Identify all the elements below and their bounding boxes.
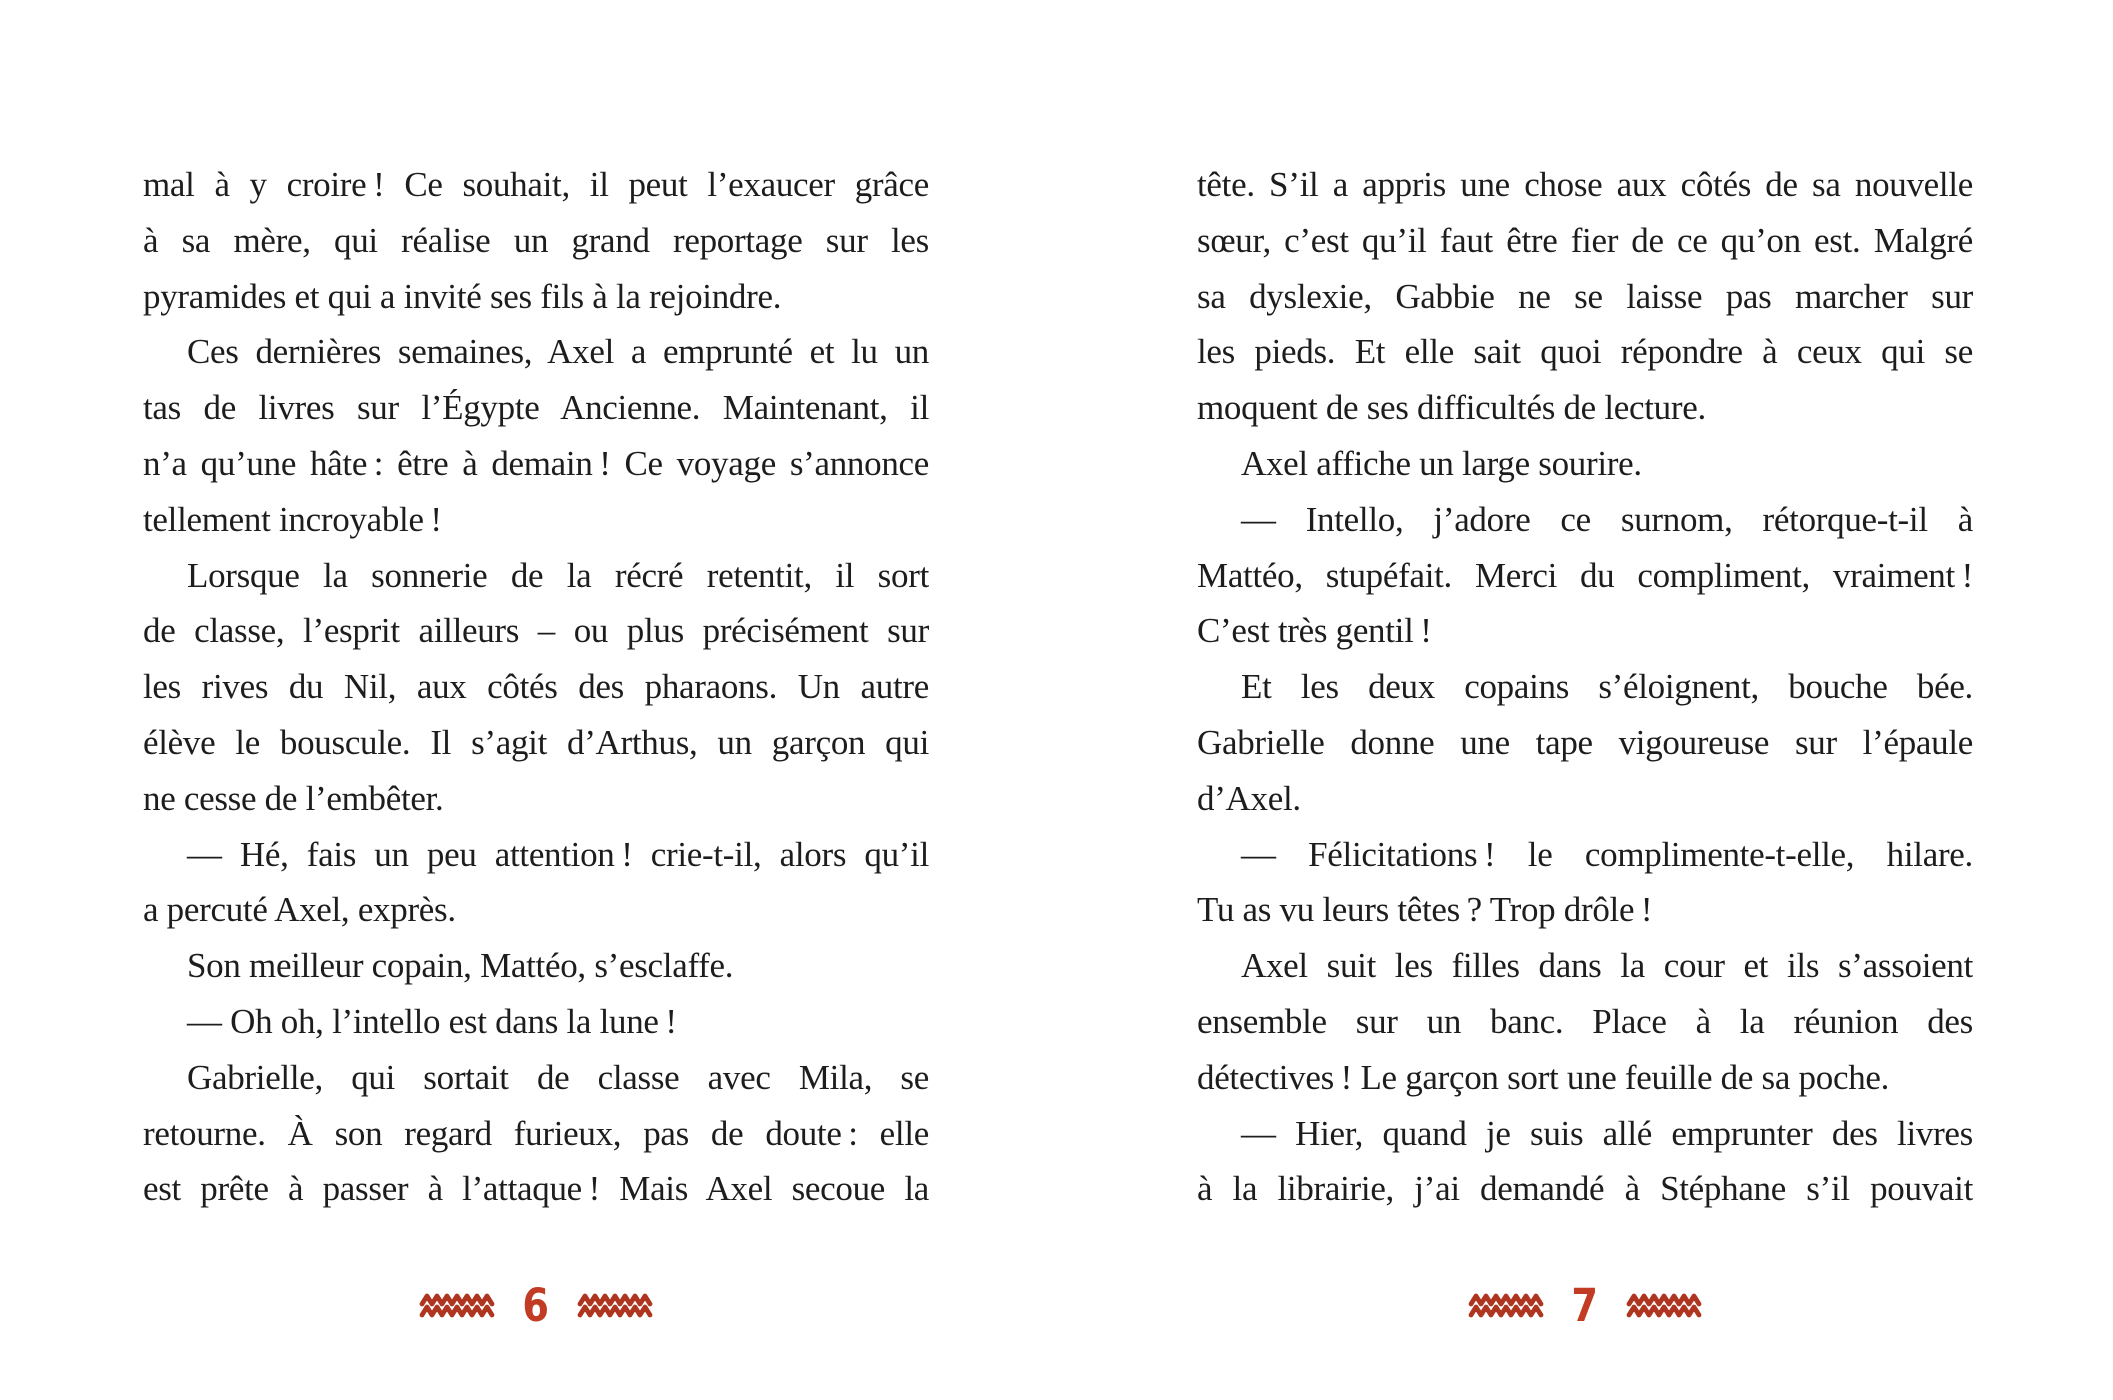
- text-line: Ces dernières semaines, Axel a emprunté et lu un: [187, 332, 929, 372]
- page-number: 6: [522, 1278, 550, 1332]
- text-line: — Félicitations ! le complimente-t-elle, hilare.: [1241, 834, 1973, 874]
- text-line: n’a qu’une hâte : être à demain ! Ce voyage s’annonce: [143, 443, 929, 483]
- text-line: Lorsque la sonnerie de la récré retentit, il sort: [187, 555, 929, 595]
- folio-right: [1197, 1278, 1973, 1332]
- text-line: — Hier, quand je suis allé emprunter des livres: [1241, 1113, 1973, 1153]
- text-line: élève le bouscule. Il s’agit d’Arthus, un garçon qui: [143, 722, 929, 762]
- text-line: — Intello, j’adore ce surnom, rétorque-t-il à: [1241, 499, 1973, 539]
- text-line: Axel suit les filles dans la cour et ils s’assoient: [1241, 946, 1973, 986]
- text-line: Axel affiche un large sourire.: [1241, 443, 1642, 483]
- text-line: à la librairie, j’ai demandé à Stéphane s’il pouvait: [1197, 1169, 1973, 1209]
- text-line: mal à y croire ! Ce souhait, il peut l’exaucer grâce: [143, 165, 929, 204]
- page-left-text: [143, 157, 929, 1217]
- text-line: ensemble sur un banc. Place à la réunion des: [1197, 1001, 1973, 1041]
- text-line: Mattéo, stupéfait. Merci du compliment, vraiment !: [1197, 555, 1973, 595]
- folio-left: [143, 1278, 929, 1332]
- text-line: sœur, c’est qu’il faut être fier de ce qu’on est. Malgré: [1197, 220, 1973, 260]
- text-line: est prête à passer à l’attaque ! Mais Axel secoue la: [143, 1169, 929, 1209]
- text-line: ne cesse de l’embêter.: [143, 778, 444, 818]
- text-line: — Hé, fais un peu attention ! crie-t-il, alors qu’il: [187, 834, 929, 874]
- text-line: Gabrielle donne une tape vigoureuse sur l’épaule: [1197, 722, 1973, 762]
- text-line: d’Axel.: [1197, 778, 1301, 818]
- text-line: Et les deux copains s’éloignent, bouche bée.: [1241, 667, 1973, 707]
- text-line: tête. S’il a appris une chose aux côtés de sa nouvelle: [1197, 165, 1973, 204]
- text-line: a percuté Axel, exprès.: [143, 890, 456, 930]
- text-line: — Oh oh, l’intello est dans la lune !: [187, 1001, 677, 1041]
- page-number: 7: [1571, 1278, 1599, 1332]
- page-right-text: [1197, 157, 1973, 1217]
- text-line: tellement incroyable !: [143, 499, 442, 539]
- text-line: à sa mère, qui réalise un grand reportage sur les: [143, 220, 929, 260]
- text-line: les rives du Nil, aux côtés des pharaons. Un autre: [143, 667, 929, 707]
- text-line: les pieds. Et elle sait quoi répondre à ceux qui se: [1197, 332, 1973, 372]
- text-line: Son meilleur copain, Mattéo, s’esclaffe.: [187, 946, 734, 986]
- text-line: Tu as vu leurs têtes ? Trop drôle !: [1197, 890, 1653, 930]
- zigzag-icon: [577, 1291, 653, 1319]
- text-line: de classe, l’esprit ailleurs – ou plus précisément sur: [143, 611, 929, 651]
- text-line: retourne. À son regard furieux, pas de doute : elle: [143, 1113, 929, 1153]
- zigzag-icon: [1626, 1291, 1702, 1319]
- text-line: C’est très gentil !: [1197, 611, 1432, 651]
- zigzag-icon: [1468, 1291, 1544, 1319]
- text-line: sa dyslexie, Gabbie ne se laisse pas marcher sur: [1197, 276, 1973, 316]
- text-line: tas de livres sur l’Égypte Ancienne. Maintenant, il: [143, 388, 929, 428]
- zigzag-icon: [419, 1291, 495, 1319]
- text-line: Gabrielle, qui sortait de classe avec Mila, se: [187, 1057, 929, 1097]
- text-line: détectives ! Le garçon sort une feuille de sa poche.: [1197, 1057, 1890, 1097]
- text-line: pyramides et qui a invité ses fils à la rejoindre.: [143, 276, 782, 316]
- text-line: moquent de ses difficultés de lecture.: [1197, 388, 1706, 428]
